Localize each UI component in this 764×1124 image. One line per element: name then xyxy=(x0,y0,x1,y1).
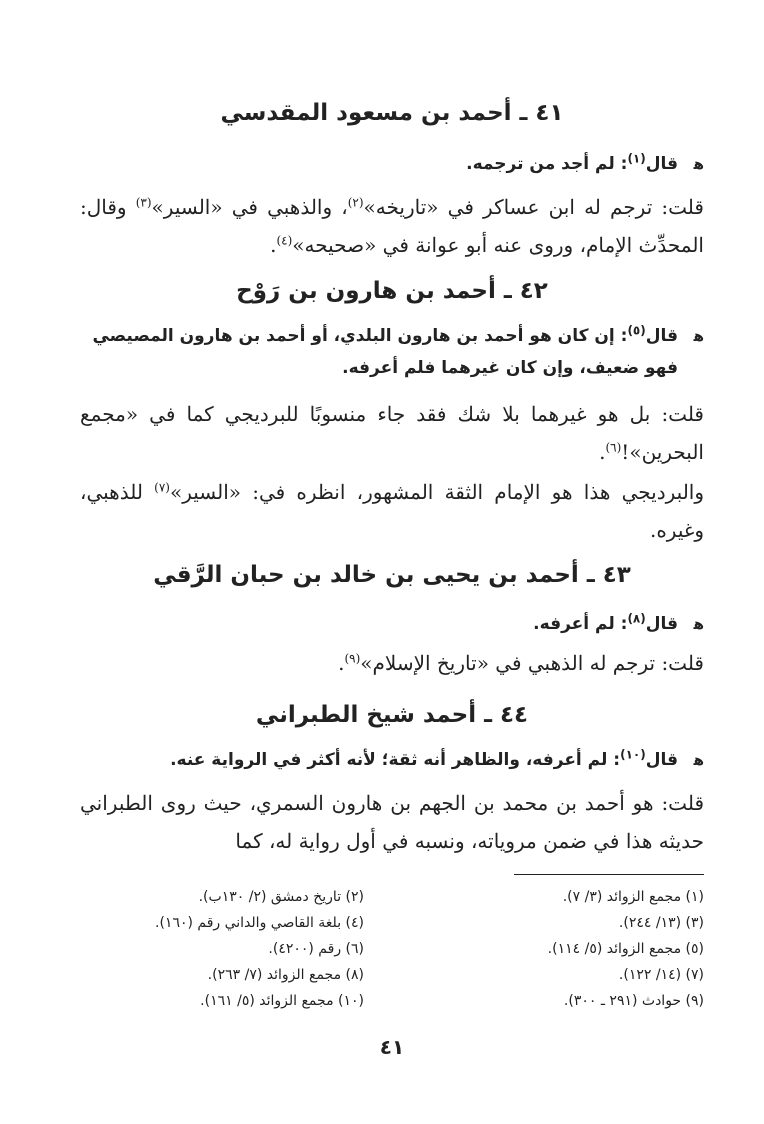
page-number: ٤١ xyxy=(379,1035,405,1059)
footnote: (٢) تاريخ دمشق (٢/ ١٣٠ب). xyxy=(198,889,364,905)
commentary-paragraph: والبرديجي هذا هو الإمام الثقة المشهور، انظره في: «السير»$^{(٧)}$ للذهبي، وغيره. xyxy=(80,480,705,542)
footnote: (٥) مجمع الزوائد (٥/ ١١٤). xyxy=(547,941,704,957)
bullet-icon: ﻫ xyxy=(693,751,704,769)
rawi-statement: ﻫ قال$^{(١)}$: لم أجد من ترجمه. xyxy=(80,148,704,180)
footnote-separator xyxy=(514,874,704,875)
footnote: (١) مجمع الزوائد (٣/ ٧). xyxy=(562,889,704,905)
book-page xyxy=(80,90,704,1100)
bullet-icon: ﻫ xyxy=(693,155,704,173)
rawi-statement: ﻫ قال$^{(٨)}$: لم أعرفه. xyxy=(80,608,704,640)
entry-title: ٤٣ ـ أحمد بن يحيى بن خالد بن حبان الرَّقي xyxy=(153,562,631,588)
footnote: (١٠) مجمع الزوائد (٥/ ١٦١). xyxy=(200,993,364,1009)
footnote: (٩) حوادث (٢٩١ ـ ٣٠٠). xyxy=(563,993,704,1009)
footnote: (٦) رقم (٤٢٠٠). xyxy=(268,941,364,957)
footnote: (٨) مجمع الزوائد (٧/ ٢٦٣). xyxy=(207,967,364,983)
footnote: (٤) بلغة القاصي والداني رقم (١٦٠). xyxy=(155,915,364,931)
entry-title: ٤٤ ـ أحمد شيخ الطبراني xyxy=(255,702,529,728)
bullet-icon: ﻫ xyxy=(693,615,704,633)
bullet-icon: ﻫ xyxy=(693,327,704,345)
entry-title: ٤١ ـ أحمد بن مسعود المقدسي xyxy=(220,100,564,126)
rawi-statement: ﻫ قال$^{(٥)}$: إن كان هو أحمد بن هارون البلدي، أو أحمد بن هارون المصيصي فهو ضعيف، وإن كان غيرهما فلم أعرفه. xyxy=(80,320,704,384)
footnote: (٧) (١٤/ ١٢٢). xyxy=(618,967,704,983)
entry-title: ٤٢ ـ أحمد بن هارون بن رَوْح xyxy=(236,278,548,304)
commentary-paragraph: قلت: ترجم له الذهبي في «تاريخ الإسلام»$^{(٩)}$. xyxy=(338,651,704,675)
rawi-statement: ﻫ قال$^{(١٠)}$: لم أعرفه، والظاهر أنه ثقة؛ لأنه أكثر في الرواية عنه. xyxy=(80,744,704,776)
footnote: (٣) (١٣/ ٢٤٤). xyxy=(618,915,704,931)
commentary-paragraph: قلت: ترجم له ابن عساكر في «تاريخه»$^{(٢)}$، والذهبي في «السير»$^{(٣)}$ وقال: المحدِّث الإمام، وروى عنه أبو عوانة في «صحيحه»$^{(٤)}$. xyxy=(80,195,704,257)
commentary-paragraph: قلت: هو أحمد بن محمد بن الجهم بن هارون السمري، حيث روى الطبراني حديثه هذا في ضمن مروياته، ونسبه في أول رواية له، كما xyxy=(80,791,704,853)
commentary-paragraph: قلت: بل هو غيرهما بلا شك فقد جاء منسوبًا للبرديجي كما في «مجمع البحرين»!$^{(٦)}$. xyxy=(80,402,704,464)
